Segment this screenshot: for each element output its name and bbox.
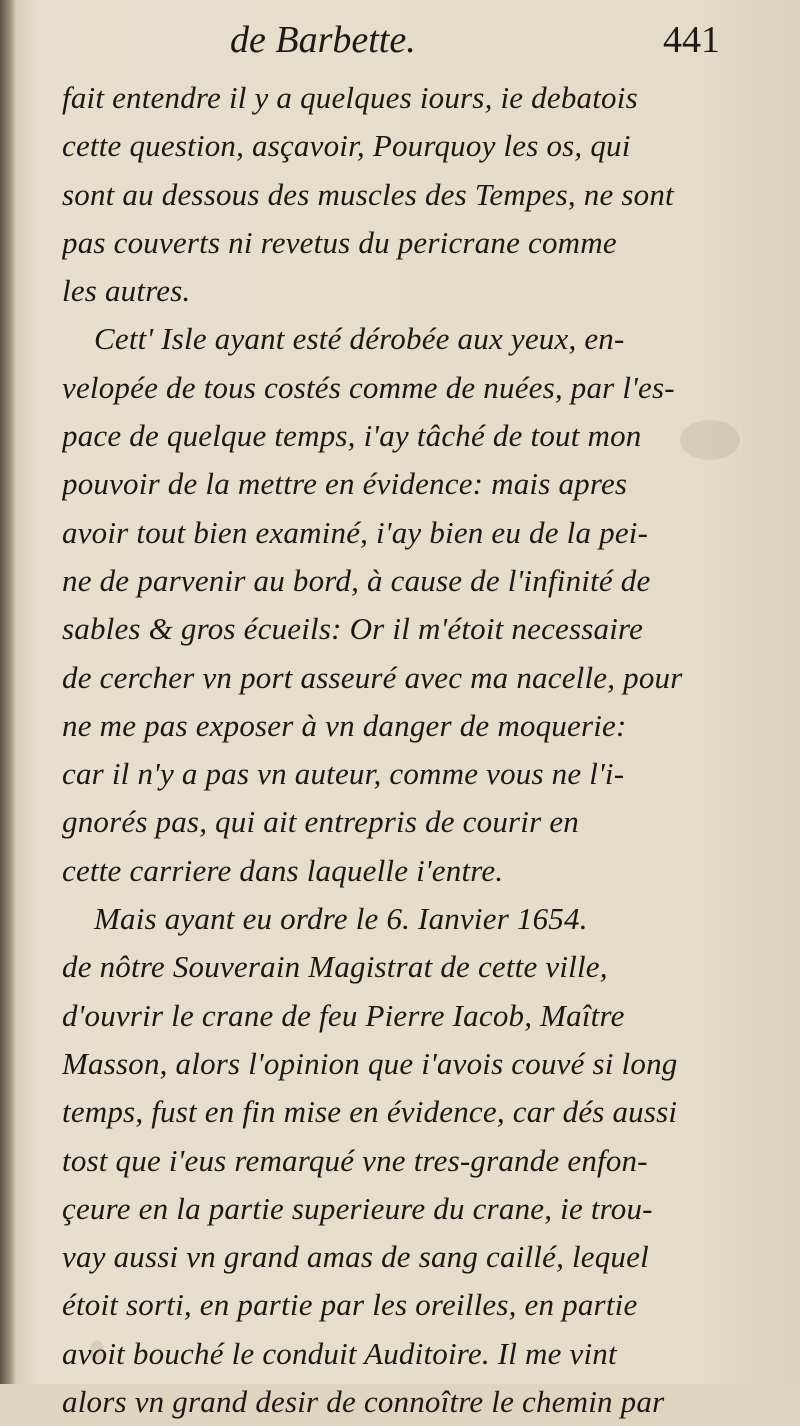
text-line: de nôtre Souverain Magistrat de cette ville, xyxy=(62,949,608,985)
text-line: étoit sorti, en partie par les oreilles, en partie xyxy=(62,1287,638,1323)
text-line: avoir tout bien examiné, i'ay bien eu de la pei- xyxy=(62,514,649,550)
text-line: ne de parvenir au bord, à cause de l'infinité de xyxy=(62,562,651,598)
page-header xyxy=(60,18,720,70)
text-line: pace de quelque temps, i'ay tâché de tout mon xyxy=(62,418,642,454)
text-line: cette carriere dans laquelle i'entre. xyxy=(62,852,504,888)
text-line: les autres. xyxy=(62,273,191,309)
text-line: Masson, alors l'opinion que i'avois couvé si long xyxy=(62,1045,678,1081)
binding-gutter xyxy=(0,0,16,1384)
text-line: pas couverts ni revetus du pericrane comme xyxy=(62,224,617,260)
text-line: cette question, asçavoir, Pourquoy les os, qui xyxy=(62,128,631,164)
text-line: gnorés pas, qui ait entrepris de courir en xyxy=(62,804,579,840)
text-line: temps, fust en fin mise en évidence, car dés aussi xyxy=(62,1094,678,1130)
text-line: fait entendre il y a quelques iours, ie debatois xyxy=(62,80,638,115)
text-line: d'ouvrir le crane de feu Pierre Iacob, Maître xyxy=(62,997,625,1033)
body-text xyxy=(62,74,722,1426)
text-line: sont au dessous des muscles des Tempes, ne sont xyxy=(62,176,674,212)
text-line: çeure en la partie superieure du crane, ie trou- xyxy=(62,1190,653,1226)
text-line: alors vn grand desir de connoître le chemin par xyxy=(62,1384,665,1420)
text-line: avoit bouché le conduit Auditoire. Il me vint xyxy=(62,1335,617,1371)
text-line: tost que i'eus remarqué vne tres-grande enfon- xyxy=(62,1142,648,1178)
running-title: de Barbette. xyxy=(230,19,416,61)
text-line: pouvoir de la mettre en évidence: mais apres xyxy=(62,466,628,502)
text-line: sables & gros écueils: Or il m'étoit necessaire xyxy=(62,611,644,647)
text-line: vay aussi vn grand amas de sang caillé, lequel xyxy=(62,1239,649,1275)
paragraph-start-line: Cett' Isle ayant esté dérobée aux yeux, en- xyxy=(94,321,625,357)
text-line: ne me pas exposer à vn danger de moquerie: xyxy=(62,707,627,743)
paragraph-start-line: Mais ayant eu ordre le 6. Ianvier 1654. xyxy=(94,901,588,937)
text-line: car il n'y a pas vn auteur, comme vous ne l'i- xyxy=(62,756,625,792)
text-line: velopée de tous costés comme de nuées, par l'es- xyxy=(62,369,675,405)
text-line: de cercher vn port asseuré avec ma nacelle, pour xyxy=(62,659,683,695)
page-number: 441 xyxy=(663,19,720,61)
